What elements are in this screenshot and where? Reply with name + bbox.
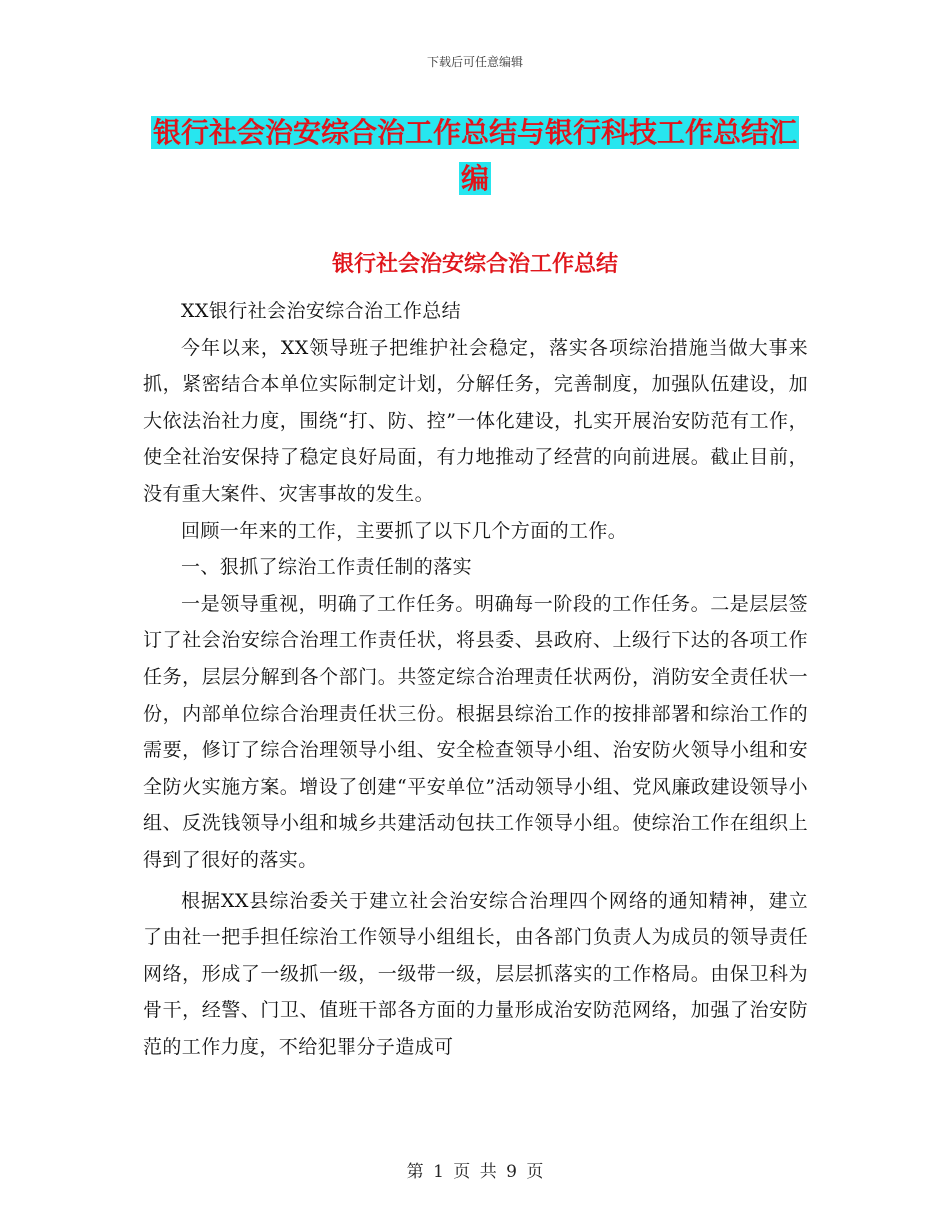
- page-header-note: 下载后可任意编辑: [426, 55, 523, 69]
- document-title-line-1: 银行社会治安综合治工作总结与银行科技工作总结汇: [152, 116, 797, 149]
- body-text: [143, 293, 808, 1065]
- section-title: 银行社会治安综合治工作总结: [331, 252, 618, 277]
- paragraph-subtitle: XX银行社会治安综合治工作总结: [181, 300, 462, 322]
- document-title-line-2: 编: [460, 162, 489, 195]
- paragraph: 今年以来，XX领导班子把维护社会稳定，落实各项综治措施当做大事来抓，紧密结合本单位实际制定计划，分解任务，完善制度，加强队伍建设，加大依法治社力度，围绕“打、防、控”一体化建设，扎实开展治安防范有工作，使全社治安保持了稳定良好局面，有力地推动了经营的向前进展。截止目前，没有重大案件、灾害事故的发生。: [143, 336, 808, 505]
- paragraph: 一是领导重视，明确了工作任务。明确每一阶段的工作任务。二是层层签订了社会治安综合治理工作责任状，将县委、县政府、上级行下达的各项工作任务，层层分解到各个部门。共签定综合治理责任状两份，消防安全责任状一份，内部单位综合治理责任状三份。根据县综治工作的按排部署和综治工作的需要，修订了综合治理领导小组、安全检查领导小组、治安防火领导小组和安全防火实施方案。增设了创建“平安单位”活动领导小组、党风廉政建设领导小组、反洗钱领导小组和城乡共建活动包扶工作领导小组。使综治工作在组织上得到了很好的落实。: [143, 592, 808, 871]
- page-footer: 第 1 页 共 9 页: [406, 1162, 544, 1182]
- document-title: [145, 110, 805, 202]
- paragraph-heading: 一、狠抓了综治工作责任制的落实: [181, 556, 473, 579]
- paragraph: 回顾一年来的工作，主要抓了以下几个方面的工作。: [181, 519, 628, 542]
- paragraph: 根据XX县综治委关于建立社会治安综合治理四个网络的通知精神，建立了由社一把手担任综治工作领导小组组长，由各部门负责人为成员的领导责任网络，形成了一级抓一级，一级带一级，层层抓落实的工作格局。由保卫科为骨干，经警、门卫、值班干部各方面的力量形成治安防范网络，加强了治安防范的工作力度，不给犯罪分子造成可: [143, 889, 808, 1058]
